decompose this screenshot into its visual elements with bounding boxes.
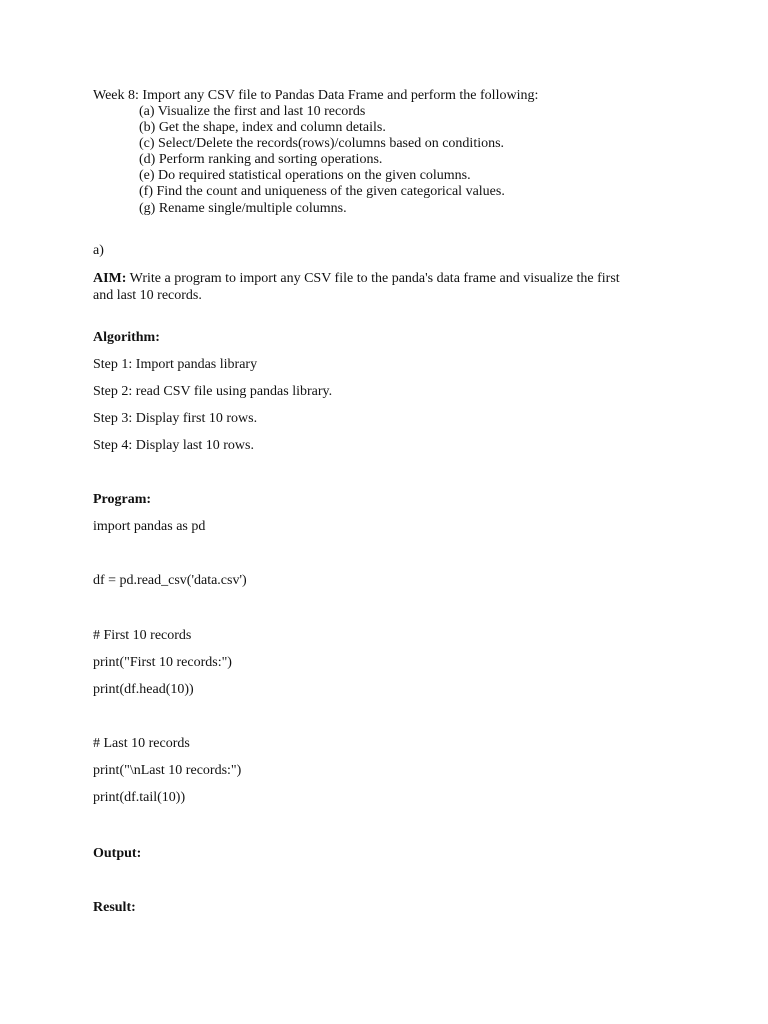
algorithm-step-4: Step 4: Display last 10 rows. xyxy=(93,438,254,453)
task-heading: Week 8: Import any CSV file to Pandas Data Frame and perform the following: xyxy=(93,88,539,103)
task-item-g: (g) Rename single/multiple columns. xyxy=(139,201,347,216)
program-heading: Program: xyxy=(93,492,152,507)
task-item-e: (e) Do required statistical operations on the given columns. xyxy=(139,168,471,183)
aim-text-1: Write a program to import any CSV file to the panda's data frame and visualize the first xyxy=(126,271,620,286)
algorithm-step-1: Step 1: Import pandas library xyxy=(93,357,258,372)
code-line: print("\nLast 10 records:") xyxy=(93,763,242,778)
aim-label: AIM: xyxy=(93,271,127,286)
code-line: print(df.head(10)) xyxy=(93,682,194,697)
code-line: # Last 10 records xyxy=(93,736,190,751)
task-item-c: (c) Select/Delete the records(rows)/columns based on conditions. xyxy=(139,136,505,151)
task-item-f: (f) Find the count and uniqueness of the given categorical values. xyxy=(139,184,505,199)
output-heading: Output: xyxy=(93,846,142,861)
aim-line-1 xyxy=(93,271,620,287)
aim-line-2: and last 10 records. xyxy=(93,288,202,303)
task-item-d: (d) Perform ranking and sorting operations. xyxy=(139,152,383,167)
code-line: # First 10 records xyxy=(93,628,192,643)
code-line: df = pd.read_csv('data.csv') xyxy=(93,573,247,588)
task-item-a: (a) Visualize the first and last 10 records xyxy=(139,104,366,119)
code-line: import pandas as pd xyxy=(93,519,206,534)
code-line: print("First 10 records:") xyxy=(93,655,232,670)
algorithm-step-3: Step 3: Display first 10 rows. xyxy=(93,411,258,426)
algorithm-heading: Algorithm: xyxy=(93,330,160,345)
result-heading: Result: xyxy=(93,900,136,915)
task-item-b: (b) Get the shape, index and column details. xyxy=(139,120,386,135)
algorithm-step-2: Step 2: read CSV file using pandas library. xyxy=(93,384,333,399)
code-line: print(df.tail(10)) xyxy=(93,790,186,805)
section-label: a) xyxy=(93,243,104,258)
